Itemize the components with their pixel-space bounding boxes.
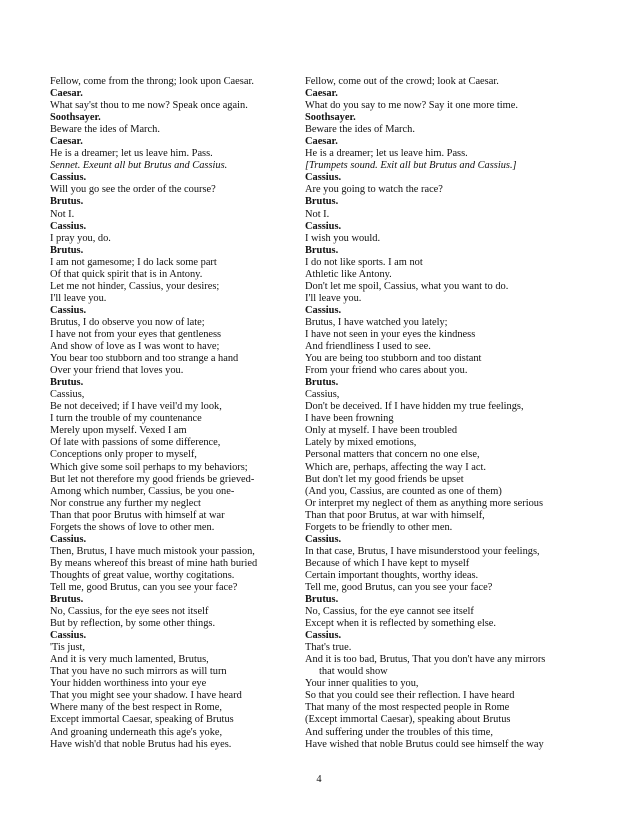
dialogue-line: Where many of the best respect in Rome, bbox=[50, 702, 222, 714]
continued-line: that would show bbox=[319, 666, 388, 678]
dialogue-line: Lately by mixed emotions, bbox=[305, 437, 417, 449]
speaker-name: Caesar. bbox=[50, 136, 83, 148]
dialogue-line: Beware the ides of March. bbox=[50, 124, 160, 136]
dialogue-line: Which give some soil perhaps to my behaviors; bbox=[50, 461, 248, 473]
dialogue-line: Are you going to watch the race? bbox=[305, 184, 443, 196]
speaker-name: Cassius. bbox=[305, 304, 342, 316]
dialogue-line: Then, Brutus, I have much mistook your passion, bbox=[50, 545, 255, 557]
speaker-name: Brutus. bbox=[305, 594, 339, 606]
dialogue-line: And friendliness I used to see. bbox=[305, 341, 431, 353]
speaker-name: Soothsayer. bbox=[50, 112, 101, 124]
dialogue-line: Fellow, come out of the crowd; look at Caesar. bbox=[305, 76, 499, 87]
dialogue-line: I'll leave you. bbox=[305, 292, 362, 304]
dialogue-line: Of that quick spirit that is in Antony. bbox=[50, 268, 203, 280]
original-text-column bbox=[50, 76, 300, 751]
speaker-name: Brutus. bbox=[50, 377, 84, 389]
dialogue-line: Athletic like Antony. bbox=[305, 268, 392, 280]
dialogue-line: No, Cassius, for the eye cannot see itself bbox=[305, 606, 474, 618]
dialogue-line: That you might see your shadow. I have heard bbox=[50, 690, 242, 702]
dialogue-line: I do not like sports. I am not bbox=[305, 256, 423, 268]
speaker-name: Cassius. bbox=[305, 630, 342, 642]
dialogue-line: (Except immortal Caesar), speaking about Brutus bbox=[305, 714, 511, 726]
dialogue-line: Not I. bbox=[305, 208, 330, 220]
stage-direction: Sennet. Exeunt all but Brutus and Cassius. bbox=[50, 160, 228, 172]
dialogue-line: Of late with passions of some difference, bbox=[50, 437, 221, 449]
dialogue-line: I wish you would. bbox=[305, 232, 381, 244]
dialogue-line: He is a dreamer; let us leave him. Pass. bbox=[50, 148, 213, 160]
dialogue-line: Forgets the shows of love to other men. bbox=[50, 521, 215, 533]
dialogue-line: Thoughts of great value, worthy cogitations. bbox=[50, 569, 235, 581]
dialogue-line: Certain important thoughts, worthy ideas. bbox=[305, 569, 479, 581]
dialogue-line: Except immortal Caesar, speaking of Brutus bbox=[50, 714, 234, 726]
dialogue-line: You are being too stubborn and too distant bbox=[305, 353, 482, 365]
dialogue-line: Beware the ides of March. bbox=[305, 124, 415, 136]
dialogue-line: And suffering under the troubles of this time, bbox=[305, 726, 493, 738]
speaker-name: Cassius. bbox=[50, 533, 87, 545]
speaker-name: Soothsayer. bbox=[305, 112, 356, 124]
dialogue-line: 'Tis just, bbox=[50, 642, 85, 654]
dialogue-line: I have not seen in your eyes the kindness bbox=[305, 328, 476, 340]
speaker-name: Brutus. bbox=[50, 594, 84, 606]
dialogue-line: Be not deceived; if I have veil'd my look, bbox=[50, 401, 222, 413]
dialogue-line: Which are, perhaps, affecting the way I act. bbox=[305, 461, 486, 473]
dialogue-line: Your hidden worthiness into your eye bbox=[50, 678, 207, 690]
dialogue-line: Or interpret my neglect of them as anything more serious bbox=[305, 497, 544, 509]
speaker-name: Caesar. bbox=[305, 88, 338, 100]
stage-direction: [Trumpets sound. Exit all but Brutus and Cassius.] bbox=[305, 160, 517, 172]
dialogue-line: That many of the most respected people in Rome bbox=[305, 702, 510, 714]
dialogue-line: You bear too stubborn and too strange a hand bbox=[50, 353, 239, 365]
dialogue-line: Because of which I have kept to myself bbox=[305, 557, 470, 569]
dialogue-line: Have wish'd that noble Brutus had his eyes. bbox=[50, 738, 232, 750]
speaker-name: Caesar. bbox=[50, 88, 83, 100]
dialogue-line: Nor construe any further my neglect bbox=[50, 497, 201, 509]
dialogue-line: But don't let my good friends be upset bbox=[305, 473, 464, 485]
dialogue-line: He is a dreamer; let us leave him. Pass. bbox=[305, 148, 468, 160]
dialogue-line: Personal matters that concern no one else, bbox=[305, 449, 480, 461]
speaker-name: Caesar. bbox=[305, 136, 338, 148]
dialogue-line: Let me not hinder, Cassius, your desires; bbox=[50, 280, 220, 292]
dialogue-line: Fellow, come from the throng; look upon Caesar. bbox=[50, 76, 254, 87]
dialogue-line: Don't be deceived. If I have hidden my true feelings, bbox=[305, 401, 524, 413]
dialogue-line: Over your friend that loves you. bbox=[50, 365, 184, 377]
speaker-name: Cassius. bbox=[50, 220, 87, 232]
speaker-name: Cassius. bbox=[50, 172, 87, 184]
speaker-name: Cassius. bbox=[305, 172, 342, 184]
speaker-name: Cassius. bbox=[50, 630, 87, 642]
dialogue-line: What say'st thou to me now? Speak once again. bbox=[50, 100, 248, 112]
dialogue-line: By means whereof this breast of mine hath buried bbox=[50, 557, 258, 569]
speaker-name: Cassius. bbox=[305, 533, 342, 545]
dialogue-line: Not I. bbox=[50, 208, 75, 220]
page-number: 4 bbox=[316, 774, 322, 785]
speaker-name: Brutus. bbox=[50, 196, 84, 208]
dialogue-line: Forgets to be friendly to other men. bbox=[305, 521, 453, 533]
dialogue-line: Tell me, good Brutus, can you see your face? bbox=[305, 581, 493, 593]
speaker-name: Cassius. bbox=[50, 304, 87, 316]
dialogue-line: Except when it is reflected by something else. bbox=[305, 618, 497, 630]
dialogue-line: That you have no such mirrors as will turn bbox=[50, 666, 227, 678]
dialogue-line: I'll leave you. bbox=[50, 292, 107, 304]
dialogue-line: I pray you, do. bbox=[50, 232, 111, 244]
dialogue-line: Will you go see the order of the course? bbox=[50, 184, 216, 196]
dialogue-line: Than that poor Brutus with himself at war bbox=[50, 509, 225, 521]
dialogue-line: And show of love as I was wont to have; bbox=[50, 341, 220, 353]
dialogue-line: I turn the trouble of my countenance bbox=[50, 413, 202, 425]
dialogue-line: Tell me, good Brutus, can you see your face? bbox=[50, 581, 238, 593]
dialogue-line: What do you say to me now? Say it one more time. bbox=[305, 100, 518, 112]
modern-translation-column bbox=[305, 76, 605, 751]
speaker-name: Brutus. bbox=[305, 196, 339, 208]
dialogue-line: I am not gamesome; I do lack some part bbox=[50, 256, 217, 268]
dialogue-line: Brutus, I do observe you now of late; bbox=[50, 316, 205, 328]
dialogue-line: No, Cassius, for the eye sees not itself bbox=[50, 606, 209, 618]
dialogue-line: From your friend who cares about you. bbox=[305, 365, 468, 377]
dialogue-line: And it is very much lamented, Brutus, bbox=[50, 654, 209, 666]
dialogue-line: Merely upon myself. Vexed I am bbox=[50, 425, 187, 437]
dialogue-line: So that you could see their reflection. I have heard bbox=[305, 690, 515, 702]
dialogue-line: In that case, Brutus, I have misunderstood your feelings, bbox=[305, 545, 540, 557]
dialogue-line: Don't let me spoil, Cassius, what you want to do. bbox=[305, 280, 509, 292]
dialogue-line: Have wished that noble Brutus could see himself the way bbox=[305, 738, 544, 750]
dialogue-line: And groaning underneath this age's yoke, bbox=[50, 726, 223, 738]
dialogue-line: Cassius, bbox=[50, 389, 85, 401]
dialogue-line: Your inner qualities to you, bbox=[305, 678, 419, 690]
dialogue-line: I have not from your eyes that gentleness bbox=[50, 328, 222, 340]
dialogue-line: But let not therefore my good friends be grieved- bbox=[50, 473, 255, 485]
dialogue-line: Only at myself. I have been troubled bbox=[305, 425, 458, 437]
speaker-name: Brutus. bbox=[305, 244, 339, 256]
speaker-name: Brutus. bbox=[50, 244, 84, 256]
dialogue-line: That's true. bbox=[305, 642, 352, 654]
dialogue-line: I have been frowning bbox=[305, 413, 394, 425]
dialogue-line: Among which number, Cassius, be you one- bbox=[50, 485, 235, 497]
speaker-name: Brutus. bbox=[305, 377, 339, 389]
dialogue-line: Cassius, bbox=[305, 389, 340, 401]
dialogue-line: Conceptions only proper to myself, bbox=[50, 449, 197, 461]
dialogue-line: But by reflection, by some other things. bbox=[50, 618, 216, 630]
dialogue-line: And it is too bad, Brutus, That you don't have any mirrors bbox=[305, 654, 546, 666]
speaker-name: Cassius. bbox=[305, 220, 342, 232]
dialogue-line: (And you, Cassius, are counted as one of them) bbox=[305, 485, 502, 497]
dialogue-line: Brutus, I have watched you lately; bbox=[305, 316, 448, 328]
dialogue-line: Than that poor Brutus, at war with himself, bbox=[305, 509, 485, 521]
